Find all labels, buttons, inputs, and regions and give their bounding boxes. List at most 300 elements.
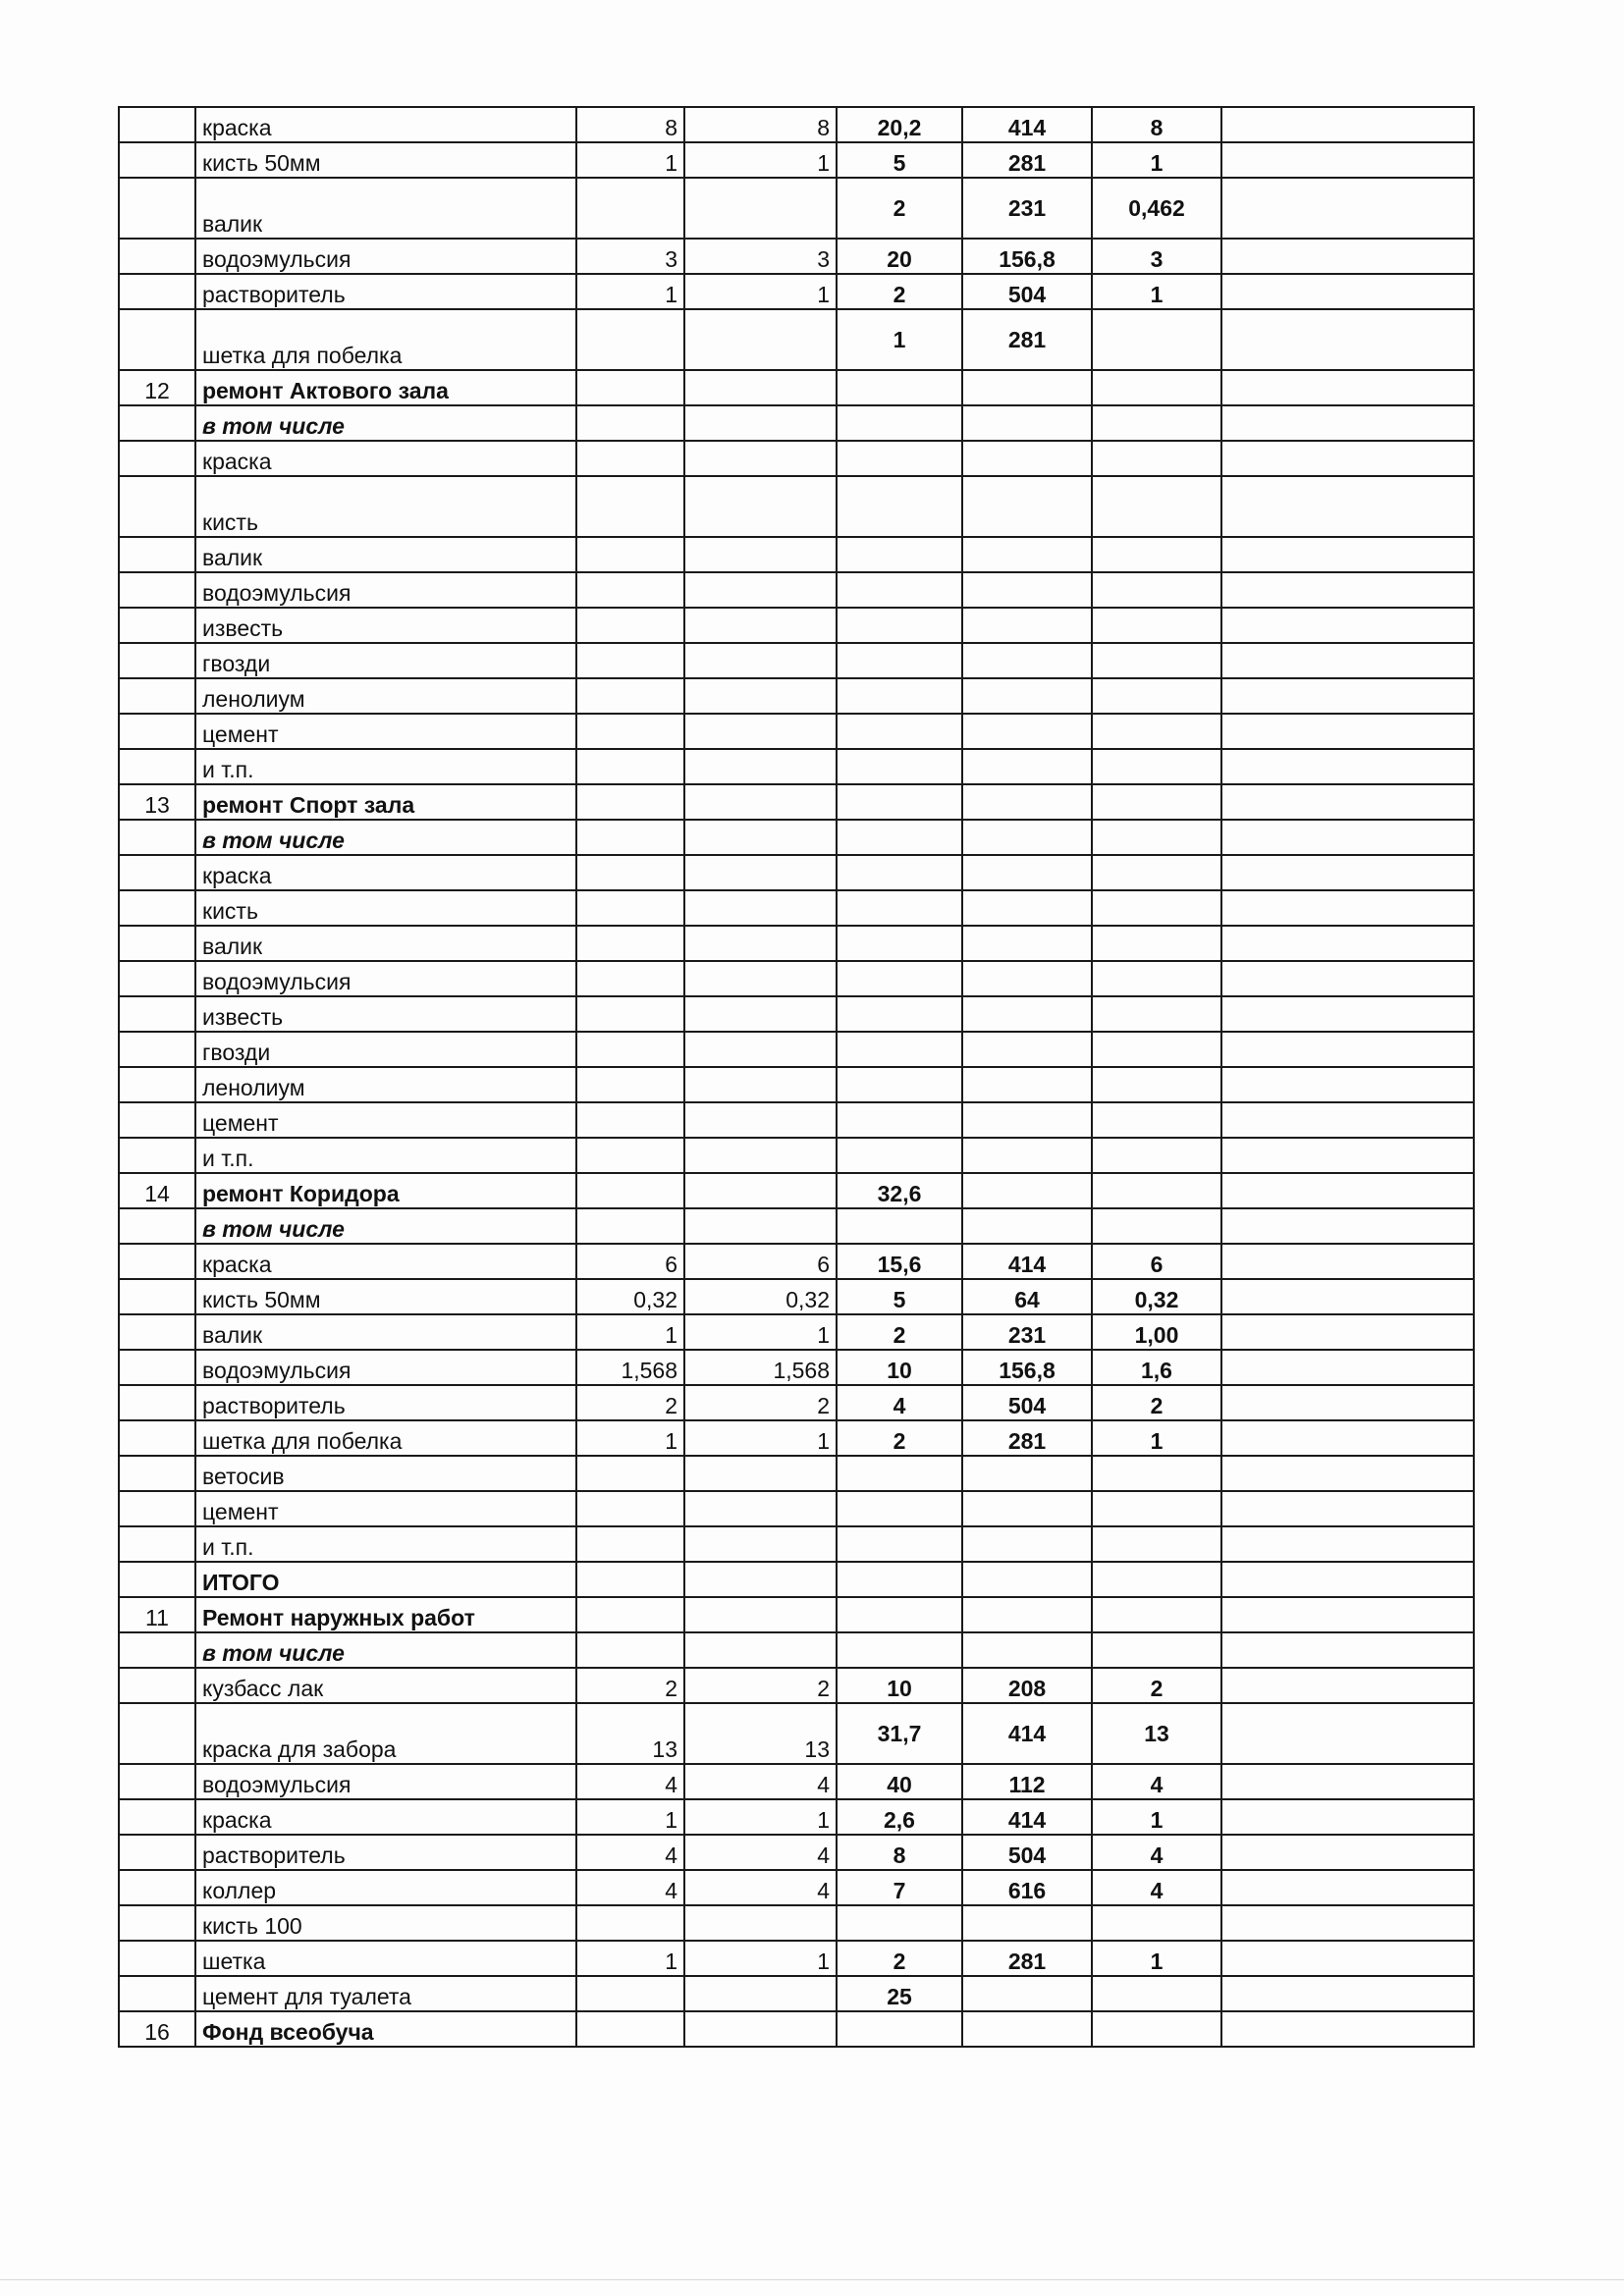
notes-cell <box>1221 178 1474 239</box>
notes-cell <box>1221 1976 1474 2011</box>
value-5-cell <box>1092 2011 1221 2047</box>
price-cell <box>962 1526 1092 1562</box>
quantity-1-cell <box>576 643 684 678</box>
table-row <box>119 1632 1474 1668</box>
notes-cell <box>1221 239 1474 274</box>
value-3-cell <box>837 855 962 890</box>
value-3-cell: 20,2 <box>837 107 962 142</box>
quantity-1-cell <box>576 996 684 1032</box>
notes-cell <box>1221 1279 1474 1314</box>
quantity-1-cell <box>576 1138 684 1173</box>
item-name-cell: и т.п. <box>195 749 576 784</box>
table-row <box>119 1764 1474 1799</box>
item-name-cell: кузбасс лак <box>195 1668 576 1703</box>
row-number-cell <box>119 1976 195 2011</box>
value-3-cell <box>837 476 962 537</box>
value-5-cell <box>1092 1632 1221 1668</box>
quantity-1-cell <box>576 820 684 855</box>
price-cell <box>962 1067 1092 1102</box>
price-cell: 281 <box>962 1941 1092 1976</box>
table-row <box>119 309 1474 370</box>
row-number-cell <box>119 1562 195 1597</box>
table-row <box>119 1102 1474 1138</box>
item-name-cell: водоэмульсия <box>195 961 576 996</box>
row-number-cell: 14 <box>119 1173 195 1208</box>
item-name-cell: ремонт Коридора <box>195 1173 576 1208</box>
table-row <box>119 1350 1474 1385</box>
quantity-2-cell <box>684 476 837 537</box>
item-name-cell: Ремонт наружных работ <box>195 1597 576 1632</box>
notes-cell <box>1221 1314 1474 1350</box>
item-name-cell: в том числе <box>195 820 576 855</box>
price-cell <box>962 1976 1092 2011</box>
notes-cell <box>1221 142 1474 178</box>
notes-cell <box>1221 855 1474 890</box>
item-name-cell: и т.п. <box>195 1138 576 1173</box>
value-3-cell <box>837 643 962 678</box>
value-3-cell <box>837 1138 962 1173</box>
value-3-cell: 4 <box>837 1385 962 1420</box>
quantity-2-cell <box>684 1562 837 1597</box>
notes-cell <box>1221 1905 1474 1941</box>
quantity-2-cell: 13 <box>684 1703 837 1764</box>
value-5-cell <box>1092 1976 1221 2011</box>
notes-cell <box>1221 1102 1474 1138</box>
value-3-cell <box>837 926 962 961</box>
value-3-cell <box>837 961 962 996</box>
quantity-1-cell: 6 <box>576 1244 684 1279</box>
table-row <box>119 678 1474 714</box>
price-cell: 281 <box>962 142 1092 178</box>
item-name-cell: растворитель <box>195 1835 576 1870</box>
row-number-cell <box>119 820 195 855</box>
price-cell <box>962 537 1092 572</box>
value-5-cell <box>1092 1491 1221 1526</box>
price-cell <box>962 370 1092 405</box>
value-5-cell: 0,462 <box>1092 178 1221 239</box>
notes-cell <box>1221 996 1474 1032</box>
price-cell <box>962 572 1092 608</box>
page-edge-line <box>0 2279 1624 2280</box>
row-number-cell <box>119 1703 195 1764</box>
price-cell <box>962 890 1092 926</box>
price-cell: 231 <box>962 1314 1092 1350</box>
quantity-1-cell: 1,568 <box>576 1350 684 1385</box>
row-number-cell <box>119 1138 195 1173</box>
value-5-cell: 1,6 <box>1092 1350 1221 1385</box>
quantity-2-cell <box>684 1032 837 1067</box>
value-5-cell: 1 <box>1092 1420 1221 1456</box>
quantity-2-cell <box>684 1138 837 1173</box>
table-row <box>119 1562 1474 1597</box>
row-number-cell <box>119 1314 195 1350</box>
value-3-cell <box>837 1597 962 1632</box>
quantity-2-cell: 1 <box>684 1314 837 1350</box>
table-row <box>119 749 1474 784</box>
quantity-1-cell <box>576 1905 684 1941</box>
quantity-1-cell: 0,32 <box>576 1279 684 1314</box>
quantity-2-cell <box>684 820 837 855</box>
value-3-cell <box>837 996 962 1032</box>
notes-cell <box>1221 1456 1474 1491</box>
value-5-cell <box>1092 572 1221 608</box>
quantity-1-cell: 2 <box>576 1385 684 1420</box>
table-row <box>119 1703 1474 1764</box>
value-3-cell <box>837 1562 962 1597</box>
item-name-cell: кисть <box>195 890 576 926</box>
value-5-cell: 2 <box>1092 1668 1221 1703</box>
item-name-cell: кисть 100 <box>195 1905 576 1941</box>
value-5-cell <box>1092 784 1221 820</box>
quantity-1-cell: 4 <box>576 1870 684 1905</box>
notes-cell <box>1221 1032 1474 1067</box>
row-number-cell <box>119 890 195 926</box>
price-cell <box>962 714 1092 749</box>
price-cell: 414 <box>962 1703 1092 1764</box>
value-3-cell <box>837 1032 962 1067</box>
notes-cell <box>1221 1067 1474 1102</box>
value-3-cell <box>837 1526 962 1562</box>
quantity-2-cell: 1 <box>684 142 837 178</box>
value-5-cell <box>1092 1526 1221 1562</box>
quantity-2-cell: 1 <box>684 1420 837 1456</box>
notes-cell <box>1221 1350 1474 1385</box>
quantity-1-cell <box>576 572 684 608</box>
value-3-cell <box>837 1632 962 1668</box>
notes-cell <box>1221 1526 1474 1562</box>
notes-cell <box>1221 1941 1474 1976</box>
quantity-2-cell <box>684 441 837 476</box>
quantity-1-cell <box>576 1976 684 2011</box>
price-cell <box>962 1208 1092 1244</box>
row-number-cell <box>119 1067 195 1102</box>
quantity-1-cell <box>576 1208 684 1244</box>
table-row <box>119 1173 1474 1208</box>
price-cell <box>962 2011 1092 2047</box>
value-3-cell <box>837 572 962 608</box>
value-5-cell <box>1092 749 1221 784</box>
table-row <box>119 1314 1474 1350</box>
price-cell: 414 <box>962 107 1092 142</box>
item-name-cell: краска <box>195 1244 576 1279</box>
table-row <box>119 1279 1474 1314</box>
price-cell <box>962 405 1092 441</box>
table-row <box>119 1244 1474 1279</box>
row-number-cell <box>119 855 195 890</box>
price-cell: 112 <box>962 1764 1092 1799</box>
quantity-2-cell <box>684 714 837 749</box>
price-cell <box>962 749 1092 784</box>
item-name-cell: краска <box>195 107 576 142</box>
table-row <box>119 1032 1474 1067</box>
quantity-1-cell <box>576 714 684 749</box>
table-row <box>119 1668 1474 1703</box>
quantity-1-cell <box>576 1456 684 1491</box>
price-cell <box>962 1138 1092 1173</box>
table-row <box>119 1067 1474 1102</box>
row-number-cell <box>119 608 195 643</box>
value-3-cell <box>837 820 962 855</box>
item-name-cell: кисть 50мм <box>195 142 576 178</box>
value-5-cell <box>1092 890 1221 926</box>
quantity-2-cell <box>684 784 837 820</box>
item-name-cell: водоэмульсия <box>195 1350 576 1385</box>
notes-cell <box>1221 643 1474 678</box>
value-5-cell: 3 <box>1092 239 1221 274</box>
value-5-cell: 0,32 <box>1092 1279 1221 1314</box>
notes-cell <box>1221 1835 1474 1870</box>
quantity-2-cell: 1,568 <box>684 1350 837 1385</box>
quantity-1-cell: 4 <box>576 1835 684 1870</box>
materials-table <box>118 106 1475 2048</box>
item-name-cell: кисть 50мм <box>195 1279 576 1314</box>
quantity-2-cell: 1 <box>684 274 837 309</box>
price-cell: 208 <box>962 1668 1092 1703</box>
table-row <box>119 178 1474 239</box>
table-row <box>119 1208 1474 1244</box>
row-number-cell <box>119 107 195 142</box>
quantity-1-cell <box>576 178 684 239</box>
price-cell <box>962 476 1092 537</box>
value-5-cell <box>1092 441 1221 476</box>
notes-cell <box>1221 678 1474 714</box>
quantity-1-cell <box>576 1597 684 1632</box>
item-name-cell: ИТОГО <box>195 1562 576 1597</box>
value-3-cell <box>837 608 962 643</box>
item-name-cell: кисть <box>195 476 576 537</box>
notes-cell <box>1221 1562 1474 1597</box>
notes-cell <box>1221 608 1474 643</box>
notes-cell <box>1221 1138 1474 1173</box>
value-3-cell <box>837 1905 962 1941</box>
value-5-cell <box>1092 370 1221 405</box>
item-name-cell: валик <box>195 178 576 239</box>
value-5-cell <box>1092 1173 1221 1208</box>
row-number-cell <box>119 178 195 239</box>
row-number-cell <box>119 1491 195 1526</box>
price-cell <box>962 1597 1092 1632</box>
quantity-2-cell <box>684 678 837 714</box>
value-3-cell <box>837 1491 962 1526</box>
item-name-cell: валик <box>195 926 576 961</box>
notes-cell <box>1221 107 1474 142</box>
quantity-1-cell <box>576 1102 684 1138</box>
price-cell: 281 <box>962 1420 1092 1456</box>
price-cell: 414 <box>962 1799 1092 1835</box>
value-3-cell <box>837 1208 962 1244</box>
value-3-cell: 32,6 <box>837 1173 962 1208</box>
row-number-cell <box>119 961 195 996</box>
notes-cell <box>1221 1764 1474 1799</box>
value-5-cell: 8 <box>1092 107 1221 142</box>
price-cell <box>962 784 1092 820</box>
quantity-2-cell <box>684 178 837 239</box>
quantity-2-cell <box>684 1173 837 1208</box>
value-3-cell: 2 <box>837 1314 962 1350</box>
item-name-cell: в том числе <box>195 1632 576 1668</box>
item-name-cell: известь <box>195 996 576 1032</box>
row-number-cell <box>119 309 195 370</box>
quantity-1-cell <box>576 926 684 961</box>
quantity-2-cell: 2 <box>684 1668 837 1703</box>
row-number-cell <box>119 996 195 1032</box>
item-name-cell: краска <box>195 855 576 890</box>
item-name-cell: водоэмульсия <box>195 239 576 274</box>
quantity-1-cell: 1 <box>576 1799 684 1835</box>
value-3-cell: 5 <box>837 1279 962 1314</box>
notes-cell <box>1221 1244 1474 1279</box>
value-3-cell <box>837 749 962 784</box>
quantity-2-cell <box>684 749 837 784</box>
value-3-cell <box>837 441 962 476</box>
notes-cell <box>1221 714 1474 749</box>
notes-cell <box>1221 749 1474 784</box>
row-number-cell <box>119 714 195 749</box>
price-cell: 64 <box>962 1279 1092 1314</box>
table-row <box>119 1385 1474 1420</box>
quantity-2-cell <box>684 1456 837 1491</box>
notes-cell <box>1221 309 1474 370</box>
quantity-2-cell: 3 <box>684 239 837 274</box>
quantity-2-cell <box>684 1526 837 1562</box>
row-number-cell <box>119 1941 195 1976</box>
row-number-cell <box>119 1350 195 1385</box>
row-number-cell <box>119 1208 195 1244</box>
price-cell <box>962 1562 1092 1597</box>
quantity-2-cell <box>684 996 837 1032</box>
quantity-1-cell <box>576 749 684 784</box>
quantity-2-cell <box>684 643 837 678</box>
notes-cell <box>1221 784 1474 820</box>
quantity-1-cell <box>576 890 684 926</box>
row-number-cell <box>119 749 195 784</box>
quantity-2-cell <box>684 537 837 572</box>
price-cell <box>962 441 1092 476</box>
table-row <box>119 1835 1474 1870</box>
quantity-2-cell: 2 <box>684 1385 837 1420</box>
notes-cell <box>1221 441 1474 476</box>
notes-cell <box>1221 537 1474 572</box>
quantity-2-cell <box>684 1067 837 1102</box>
item-name-cell: ленолиум <box>195 1067 576 1102</box>
table-row <box>119 643 1474 678</box>
quantity-1-cell: 1 <box>576 142 684 178</box>
quantity-2-cell: 4 <box>684 1870 837 1905</box>
notes-cell <box>1221 572 1474 608</box>
quantity-1-cell <box>576 1032 684 1067</box>
row-number-cell <box>119 678 195 714</box>
item-name-cell: валик <box>195 1314 576 1350</box>
table-row <box>119 537 1474 572</box>
value-3-cell <box>837 678 962 714</box>
notes-cell <box>1221 1173 1474 1208</box>
item-name-cell: и т.п. <box>195 1526 576 1562</box>
value-3-cell: 2,6 <box>837 1799 962 1835</box>
notes-cell <box>1221 1703 1474 1764</box>
row-number-cell <box>119 926 195 961</box>
quantity-2-cell <box>684 608 837 643</box>
table-body <box>119 107 1474 2047</box>
price-cell <box>962 961 1092 996</box>
item-name-cell: шетка для побелка <box>195 1420 576 1456</box>
item-name-cell: шетка <box>195 1941 576 1976</box>
row-number-cell <box>119 1835 195 1870</box>
price-cell <box>962 1491 1092 1526</box>
value-3-cell: 2 <box>837 1420 962 1456</box>
value-3-cell: 31,7 <box>837 1703 962 1764</box>
value-5-cell <box>1092 855 1221 890</box>
quantity-1-cell <box>576 1173 684 1208</box>
price-cell: 504 <box>962 1835 1092 1870</box>
value-5-cell <box>1092 820 1221 855</box>
row-number-cell: 11 <box>119 1597 195 1632</box>
value-5-cell <box>1092 1032 1221 1067</box>
row-number-cell <box>119 1456 195 1491</box>
quantity-2-cell <box>684 2011 837 2047</box>
value-5-cell: 4 <box>1092 1870 1221 1905</box>
value-5-cell: 1 <box>1092 142 1221 178</box>
row-number-cell <box>119 643 195 678</box>
item-name-cell: валик <box>195 537 576 572</box>
price-cell <box>962 1632 1092 1668</box>
table-row <box>119 926 1474 961</box>
value-5-cell <box>1092 1456 1221 1491</box>
item-name-cell: ремонт Спорт зала <box>195 784 576 820</box>
value-5-cell: 1 <box>1092 274 1221 309</box>
notes-cell <box>1221 1208 1474 1244</box>
item-name-cell: краска <box>195 1799 576 1835</box>
price-cell <box>962 1456 1092 1491</box>
quantity-1-cell: 2 <box>576 1668 684 1703</box>
item-name-cell: в том числе <box>195 405 576 441</box>
item-name-cell: водоэмульсия <box>195 1764 576 1799</box>
item-name-cell: ремонт Актового зала <box>195 370 576 405</box>
notes-cell <box>1221 476 1474 537</box>
row-number-cell: 13 <box>119 784 195 820</box>
price-cell <box>962 926 1092 961</box>
row-number-cell <box>119 1668 195 1703</box>
quantity-1-cell: 3 <box>576 239 684 274</box>
value-5-cell: 4 <box>1092 1764 1221 1799</box>
price-cell: 504 <box>962 274 1092 309</box>
value-3-cell <box>837 1067 962 1102</box>
value-5-cell: 1 <box>1092 1799 1221 1835</box>
price-cell <box>962 1173 1092 1208</box>
quantity-2-cell <box>684 309 837 370</box>
quantity-2-cell <box>684 890 837 926</box>
table-row <box>119 107 1474 142</box>
row-number-cell: 16 <box>119 2011 195 2047</box>
table-row <box>119 142 1474 178</box>
item-name-cell: цемент <box>195 714 576 749</box>
notes-cell <box>1221 1597 1474 1632</box>
value-5-cell: 6 <box>1092 1244 1221 1279</box>
table-row <box>119 714 1474 749</box>
row-number-cell <box>119 1870 195 1905</box>
value-5-cell <box>1092 405 1221 441</box>
item-name-cell: известь <box>195 608 576 643</box>
value-5-cell <box>1092 1562 1221 1597</box>
value-3-cell <box>837 890 962 926</box>
value-3-cell: 8 <box>837 1835 962 1870</box>
value-5-cell <box>1092 1905 1221 1941</box>
row-number-cell <box>119 1032 195 1067</box>
quantity-1-cell: 8 <box>576 107 684 142</box>
row-number-cell <box>119 1526 195 1562</box>
value-5-cell <box>1092 1208 1221 1244</box>
item-name-cell: гвозди <box>195 643 576 678</box>
row-number-cell <box>119 537 195 572</box>
